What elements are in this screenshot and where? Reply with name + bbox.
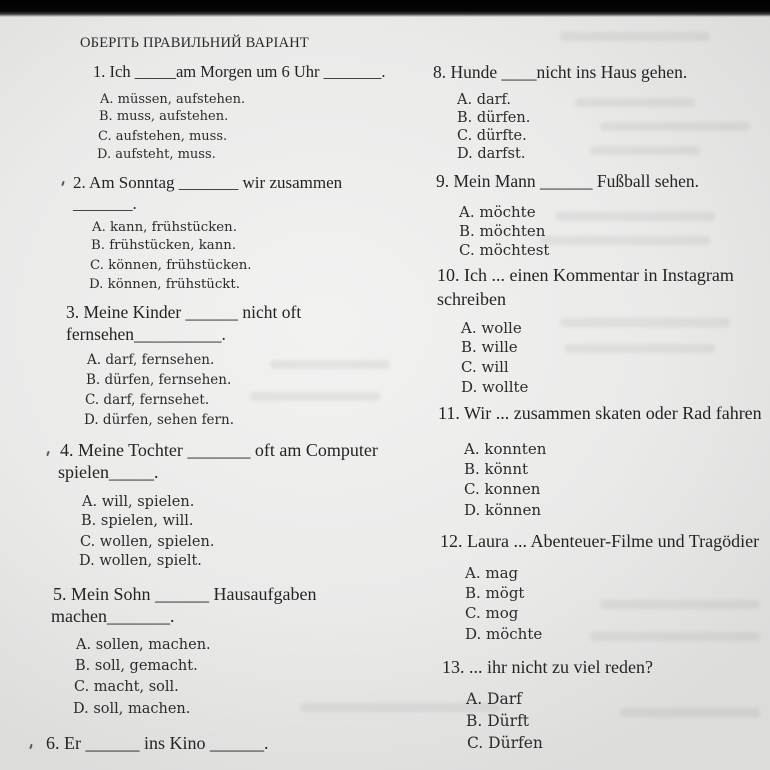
question-8-text: 8. Hunde ____nicht ins Haus gehen. (433, 62, 688, 82)
question-11-option-c: C. konnen (464, 480, 541, 498)
question-3-option-a: A. darf, fernsehen. (87, 352, 215, 368)
question-11-option-d: D. können (464, 501, 542, 519)
question-6-text: 6. Er ______ ins Kino ______. (46, 733, 269, 753)
question-5-text: 5. Mein Sohn ______ Hausaufgaben (53, 584, 317, 604)
dark-background-edge (0, 0, 770, 17)
question-12-option-b: B. mögt (465, 584, 525, 602)
question-10-option-a: A. wolle (461, 319, 522, 337)
question-10-option-c: C. will (461, 358, 509, 376)
question-9-option-b: B. möchten (459, 222, 546, 240)
question-13-text: 13. ... ihr nicht zu viel reden? (442, 657, 653, 677)
question-12-text: 12. Laura ... Abenteuer-Filme und Tragödier (440, 531, 760, 551)
bleed-through-shadow (590, 632, 760, 641)
question-8-option-a: A. darf. (457, 92, 512, 108)
bleed-through-shadow (600, 122, 750, 131)
bleed-through-shadow (620, 708, 760, 717)
question-4-text: 4. Meine Tochter _______ oft am Computer (60, 440, 378, 460)
question-10-text-continued: schreiben (437, 289, 506, 309)
bleed-through-shadow (250, 392, 380, 401)
question-4-option-d: D. wollen, spielt. (79, 553, 202, 569)
question-8-option-b: B. dürfen. (457, 110, 531, 126)
question-5-option-c: C. macht, soll. (74, 679, 179, 695)
bleed-through-shadow (270, 360, 390, 369)
question-11-text: 11. Wir ... zusammen skaten oder Rad fahren (438, 403, 762, 423)
question-5-option-d: D. soll, machen. (73, 701, 191, 717)
question-4-text-continued: spielen_____. (58, 462, 159, 482)
question-4-option-a: A. will, spielen. (82, 494, 195, 510)
pen-mark (29, 744, 33, 749)
question-3-option-b: B. dürfen, fernsehen. (86, 372, 232, 388)
question-13-option-c: C. Dürfen (467, 734, 543, 752)
question-4-option-c: C. wollen, spielen. (80, 534, 215, 550)
question-10-option-b: B. wille (461, 338, 518, 356)
bleed-through-shadow (565, 344, 715, 353)
question-9-option-c: C. möchtest (459, 241, 550, 259)
question-10-text: 10. Ich ... einen Kommentar in Instagram (437, 265, 734, 285)
question-8-option-d: D. darfst. (457, 146, 526, 162)
question-11-option-b: B. könnt (464, 460, 529, 478)
pen-mark (46, 451, 50, 456)
bleed-through-shadow (590, 146, 700, 155)
question-13-option-b: B. Dürft (466, 712, 530, 730)
question-2-text-continued: _______. (73, 194, 137, 213)
question-8-option-c: C. dürfte. (457, 128, 527, 144)
question-13-option-a: A. Darf (466, 690, 522, 708)
question-3-option-c: C. darf, fernsehet. (85, 392, 210, 408)
question-11-option-a: A. konnten (464, 440, 547, 458)
worksheet-title: ОБЕРІТЬ ПРАВИЛЬНИЙ ВАРІАНТ (80, 35, 309, 51)
question-1-option-d: D. aufsteht, muss. (97, 147, 216, 162)
bleed-through-shadow (560, 32, 710, 41)
question-3-option-d: D. dürfen, sehen fern. (84, 412, 234, 428)
bleed-through-shadow (575, 98, 695, 107)
question-2-option-c: C. können, frühstücken. (90, 258, 252, 273)
question-12-option-c: C. mog (465, 604, 519, 622)
bleed-through-shadow (600, 600, 760, 609)
bleed-through-shadow (555, 212, 715, 221)
question-9-option-a: A. möchte (459, 203, 536, 221)
question-2-text: 2. Am Sonntag _______ wir zusammen (73, 173, 343, 192)
question-3-text-continued: fernsehen__________. (66, 324, 226, 344)
question-5-text-continued: machen_______. (51, 606, 175, 626)
question-1-text: 1. Ich _____am Morgen um 6 Uhr _______. (93, 62, 386, 81)
question-3-text: 3. Meine Kinder ______ nicht oft (66, 302, 302, 322)
question-4-option-b: B. spielen, will. (81, 513, 194, 529)
question-5-option-b: B. soll, gemacht. (75, 658, 198, 674)
question-5-option-a: A. sollen, machen. (76, 637, 211, 653)
pen-mark (61, 181, 65, 186)
question-10-option-d: D. wollte (461, 378, 529, 396)
question-12-option-d: D. möchte (465, 625, 543, 643)
question-2-option-d: D. können, frühstückt. (89, 277, 240, 292)
question-1-option-a: A. müssen, aufstehen. (100, 92, 246, 107)
question-1-option-c: C. aufstehen, muss. (98, 129, 228, 144)
question-1-option-b: B. muss, aufstehen. (99, 109, 229, 124)
question-2-option-a: A. kann, frühstücken. (92, 220, 237, 235)
question-2-option-b: B. frühstücken, kann. (91, 238, 237, 253)
question-12-option-a: A. mag (465, 564, 519, 582)
question-9-text: 9. Mein Mann ______ Fußball sehen. (436, 171, 699, 191)
bleed-through-shadow (560, 318, 730, 327)
bleed-through-shadow (540, 236, 710, 245)
